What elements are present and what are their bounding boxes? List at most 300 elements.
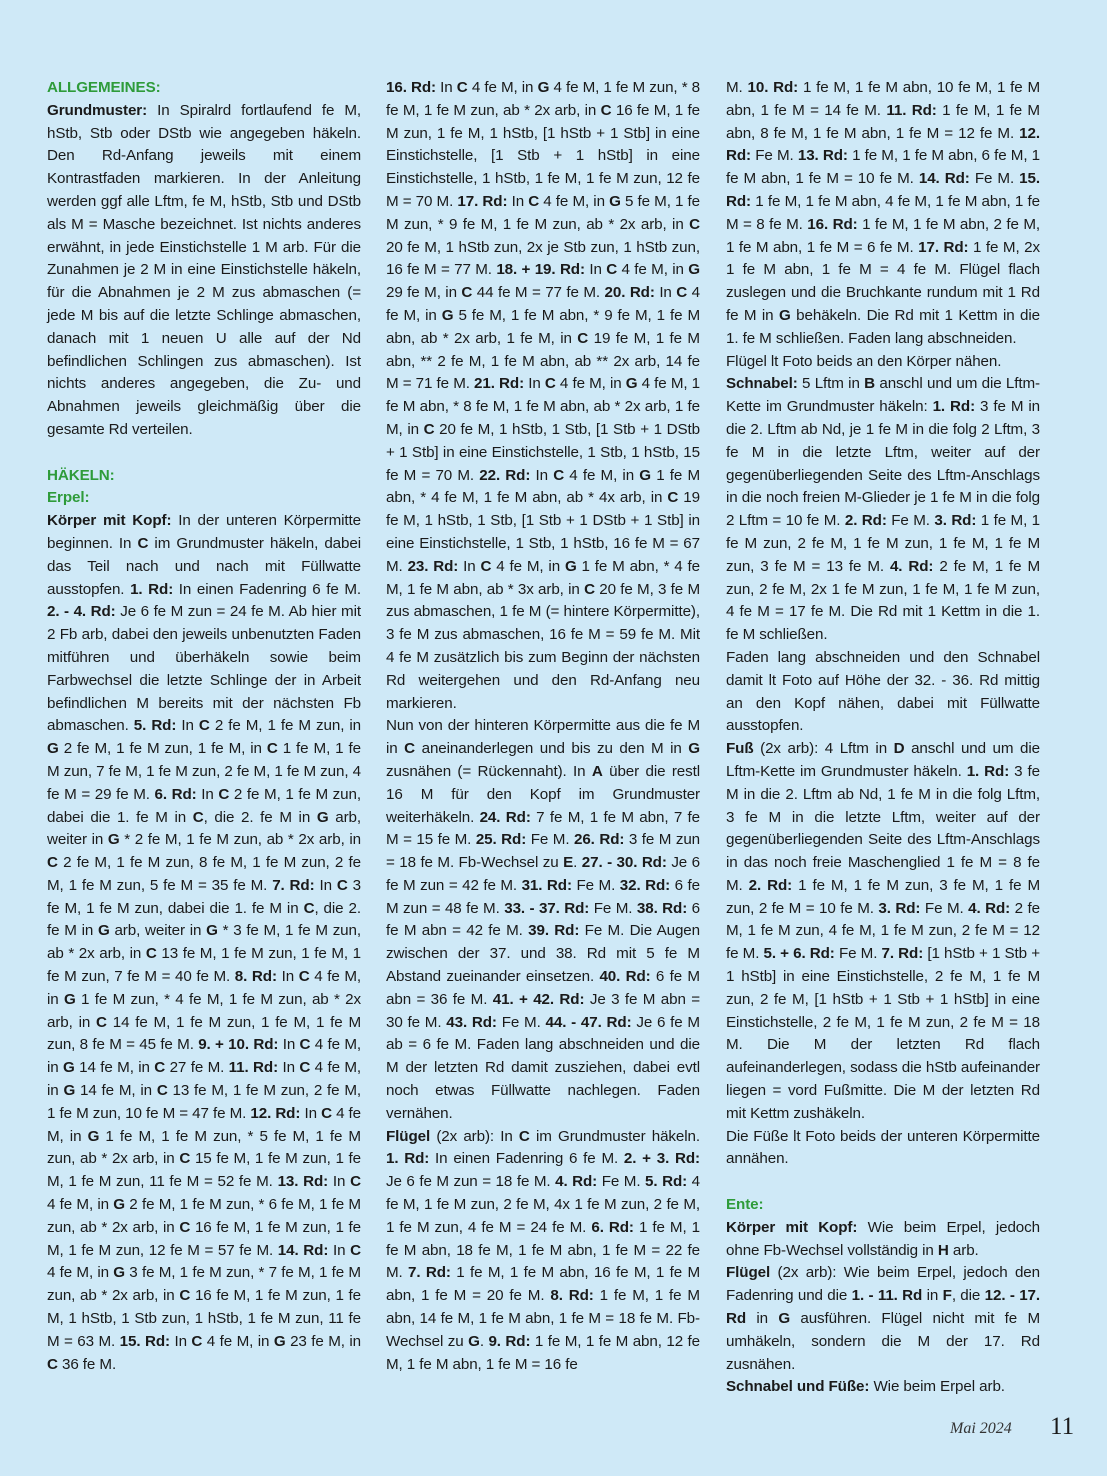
text-run: Die Füße lt Foto beids der unteren Körpermitte annähen.	[726, 1127, 1040, 1168]
bold-run: 2. - 4. Rd:	[47, 603, 116, 621]
page-number: 11	[1050, 1413, 1075, 1440]
text-run: 6 fe M zun = 48 fe M.	[386, 876, 700, 917]
bold-run: C	[518, 1127, 530, 1145]
bold-run: C	[528, 192, 540, 210]
bold-run: 1. Rd:	[130, 580, 174, 598]
text-run: In	[507, 192, 529, 210]
text-run: anschl und um die Lftm-Kette im Grundmuster häkeln.	[726, 740, 1040, 780]
bold-run: 23. Rd:	[407, 557, 459, 575]
bold-run: 4. Rd:	[555, 1173, 598, 1191]
text-run: Je 6 fe M zun = 42 fe M.	[386, 854, 700, 894]
bold-run: Flügel	[386, 1127, 431, 1145]
bold-run: 7. Rd:	[408, 1264, 451, 1282]
bold-run: 1. Rd:	[966, 762, 1010, 780]
text-run: (2x arb): 4 Lftm in	[753, 740, 894, 758]
bold-run: 10. Rd:	[747, 79, 799, 96]
bold-run: 17. Rd:	[457, 192, 508, 210]
bold-run: C	[198, 717, 210, 735]
bold-run: C	[154, 1059, 166, 1077]
bold-run: 22. Rd:	[479, 466, 531, 484]
bold-run: G	[625, 375, 638, 393]
bold-run: H	[937, 1241, 949, 1259]
paragraph	[726, 373, 1040, 647]
text-run: 1 fe M, 1 fe M abn, 10 fe M, 1 fe M abn, 1 fe M = 14 fe M.	[726, 79, 1040, 119]
bold-run: G	[639, 466, 651, 484]
text-run: 19 fe M, 1 fe M abn, ** 2 fe M, 1 fe M abn, ab ** 2x arb, 14 fe M = 71 fe M.	[386, 329, 700, 393]
text-run: 23 fe M, in	[285, 1332, 361, 1350]
text-run: 19 fe M, 1 hStb, 1 Stb, [1 Stb + 1 DStb + 1 Stb] in eine Einstichstelle, 1 Stb, 1 hStb, 16 fe M = 67 M.	[386, 489, 700, 575]
bold-run: C	[192, 808, 204, 826]
bold-run: 13. Rd:	[277, 1173, 329, 1191]
bold-run: 5. Rd:	[645, 1173, 688, 1191]
text-run: In Spiralrd fortlaufend fe M, hStb, Stb oder DStb wie angegeben häkeln. Den Rd-Anfang jeweils mit einem Kontrastfaden markieren. In der Anleitung werden ggf alle Lftm, fe M, hStb, Stb und DStb als M = Masche bezeichnet. Ist nichts anderes erwähnt, in jede Einstichstelle 1 M arb. Für die Zunahmen je 2 M in eine Einstichstelle häkeln, für die Abnahmen je 2 M zus abmaschen (= jede M bis auf die letzte Schlinge abmaschen, danach mit 1 neuen U alle auf der Nd befindlichen Schlingen zus abmaschen). Ist nichts anderes angegeben, die Zu- und Abnahmen jeweils gleichmäßig über die gesamte Rd verteilen.	[47, 101, 361, 438]
bold-run: 38. Rd:	[636, 899, 688, 917]
bold-run: C	[404, 740, 416, 758]
text-run: 20 fe M, 1 hStb, 1 Stb, [1 Stb + 1 DStb + 1 Stb] in eine Einstichstelle, 1 Stb, 1 hStb, 15 fe M = 70 M.	[386, 420, 701, 484]
text-run: M.	[726, 79, 748, 96]
bold-run: G	[537, 79, 550, 96]
bold-run: C	[456, 79, 468, 96]
text-run: 6 fe M abn = 36 fe M.	[386, 968, 700, 1008]
bold-run: 7. Rd:	[272, 876, 315, 894]
text-run: [1 hStb + 1 Stb + 1 hStb] in eine Einstichstelle, 2 fe M, 1 fe M zun, 2 fe M, [1 hStb + 1 Stb + 1 hStb] in eine Einstichstelle, 2 fe M, 1 fe M zun, 2 fe M = 18 M. Die M der letzten Rd flach aufeinanderlegen, sodass die hStb aufeinander liegen = vord Fußmitte. Die M der letzten Rd mit Kettm zushäkeln.	[726, 945, 1040, 1122]
bold-run: C	[145, 945, 157, 963]
text-run: 4 fe M, in	[539, 192, 610, 210]
text-run: ausführen. Flügel nicht mit fe M umhäkeln, sondern die M der 17. Rd zusnähen.	[726, 1310, 1040, 1373]
bold-run: 12. Rd:	[726, 124, 1040, 165]
bold-run: C	[461, 284, 473, 302]
text-run: Je 6 fe M zun = 24 fe M. Ab hier mit 2 Fb arb, dabei den jeweils unbenutzten Faden mitführen und überhäkeln sowie beim Farbwechsel die letzte Schlinge der in Arbeit befindlichen M bereits mit der nächsten Fb abmaschen.	[47, 603, 361, 735]
paragraph	[726, 351, 1040, 374]
bold-run: 1. Rd:	[932, 398, 976, 416]
text-run: 4 fe M, in	[555, 375, 626, 393]
text-run: Je 6 fe M zun = 18 fe M.	[386, 1173, 556, 1191]
text-run: 1 fe M, 1 fe M abn, 6 fe M, 1 fe M abn, 1 fe M = 10 fe M.	[726, 147, 1041, 188]
text-run: 3 fe M in die 2. Lftm ab Nd, je 1 fe M in die folg 2 Lftm, 3 fe M in die letzte Lftm, weiter auf der gegenüberliegenden Seite des Lftm-Anschlags in die noch freien M-Glieder je 1 fe M in die folg 2 Lftm = 10 fe M.	[726, 398, 1040, 530]
bold-run: F	[942, 1287, 952, 1305]
bold-run: 27. - 30. Rd:	[581, 854, 667, 872]
bold-run: Schnabel und Füße:	[726, 1378, 870, 1396]
text-run: 2 fe M, 1 fe M zun, * 6 fe M, 1 fe M zun, ab * 2x arb, in	[47, 1196, 361, 1236]
text-run: 16 fe M, 1 fe M zun, 1 fe M, 1 hStb, 1 Stb zun, 1 hStb, 1 fe M zun, 11 fe M = 63 M.	[47, 1287, 362, 1350]
text-run: In	[654, 284, 677, 302]
bold-run: G	[63, 1059, 75, 1077]
text-run: 16 fe M, 1 fe M zun, 1 fe M, 1 fe M zun, 12 fe M = 57 fe M.	[47, 1218, 362, 1259]
bold-run: 5. Rd:	[133, 717, 177, 735]
text-run: 1 fe M, 1 fe M zun, * 5 fe M, 1 fe M zun, ab * 2x arb, in	[47, 1127, 361, 1168]
text-run: 4 fe M, in	[564, 466, 640, 484]
text-run: 13 fe M, 1 fe M zun, 2 fe M, 1 fe M zun, 10 fe M = 47 fe M.	[47, 1082, 361, 1122]
bold-run: C	[321, 1104, 332, 1122]
bold-run: 11. Rd:	[228, 1059, 279, 1077]
bold-run: 3. Rd:	[934, 512, 977, 530]
bold-run: 13. Rd:	[797, 147, 848, 165]
bold-run: 32. Rd:	[619, 876, 671, 894]
text-run: * 3 fe M, 1 fe M zun, ab * 2x arb, in	[47, 922, 361, 963]
text-run: 2 fe M, 1 fe M zun, dabei die 1. fe M in	[47, 785, 361, 826]
text-run: 2 fe M, 1 fe M zun, 8 fe M, 1 fe M zun, 2 fe M, 1 fe M zun, 5 fe M = 35 fe M.	[47, 854, 361, 894]
bold-run: G	[273, 1332, 286, 1350]
paragraph	[726, 1126, 1040, 1172]
bold-run: 6. Rd:	[591, 1218, 634, 1236]
text-run: 29 fe M, in	[386, 284, 462, 302]
bold-run: 17. Rd:	[918, 238, 969, 256]
paragraph	[726, 738, 1040, 1126]
bold-run: C	[600, 101, 612, 119]
text-run: In	[314, 876, 337, 894]
text-run: In einen Fadenring 6 fe M.	[173, 580, 361, 598]
bold-run: 8. Rd:	[234, 968, 277, 986]
text-run: Nun von der hinteren Körpermitte aus die fe M in	[386, 717, 700, 758]
bold-run: C	[350, 1173, 361, 1191]
text-run: 5 fe M, 1 fe M abn, * 9 fe M, 1 fe M abn, ab * 2x arb, 1 fe M, in	[386, 306, 700, 347]
bold-run: G	[316, 808, 329, 826]
text-run: 1 fe M, 1 fe M abn, 12 fe M, 1 fe M abn, 1 fe M = 16 fe	[386, 1332, 701, 1373]
bold-run: 8. Rd:	[550, 1287, 594, 1305]
text-run: In	[278, 1059, 300, 1077]
text-run: behäkeln. Die Rd mit 1 Kettm in die 1. fe M schließen. Faden lang abschneiden.	[726, 306, 1040, 347]
text-run: , die 2. fe M in	[203, 808, 317, 826]
text-run: 2 fe M, 1 fe M zun, in	[209, 717, 361, 735]
text-run: arb, weiter in	[109, 922, 207, 940]
bold-run: C	[179, 1150, 191, 1168]
text-run: 1 fe M, 1 fe M abn, 18 fe M, 1 fe M abn, 1 fe M = 22 fe M.	[386, 1218, 700, 1282]
bold-run: 6. Rd:	[154, 785, 197, 803]
text-run: Fe M.	[526, 831, 574, 849]
text-run: 2 fe M, 1 fe M zun, 1 fe M, in	[58, 740, 267, 758]
text-run: .	[479, 1332, 489, 1350]
bold-run: B	[864, 375, 876, 393]
bold-run: 1. - 11. Rd	[851, 1287, 923, 1305]
text-run: arb, weiter in	[47, 808, 362, 849]
column-2	[386, 77, 700, 1376]
bold-run: D	[893, 740, 905, 758]
section-heading: Ente:	[726, 1196, 764, 1214]
bold-run: G	[63, 1082, 76, 1100]
bold-run: G	[87, 1127, 100, 1145]
bold-run: 33. - 37. Rd:	[504, 899, 590, 917]
text-run: 4 fe M, in	[47, 1104, 362, 1145]
bold-run: 44. - 47. Rd:	[545, 1013, 632, 1031]
bold-run: C	[47, 854, 58, 872]
text-run: In	[278, 1036, 300, 1054]
bold-run: 41. + 42. Rd:	[492, 990, 585, 1008]
text-run: * 2 fe M, 1 fe M zun, ab * 2x arb, in	[119, 831, 361, 849]
text-run: 20 fe M, 1 hStb zun, 2x je Stb zun, 1 hStb zun, 16 fe M = 77 M.	[386, 238, 700, 279]
bold-run: G	[564, 557, 577, 575]
bold-run: 16. Rd:	[807, 215, 858, 233]
bold-run: Körper mit Kopf:	[47, 512, 172, 530]
text-run: 4 fe M, in	[47, 1059, 361, 1100]
text-run: Fe M.	[571, 876, 620, 894]
bold-run: C	[606, 261, 618, 279]
bold-run: C	[544, 375, 556, 393]
text-run: In der unteren Körpermitte beginnen. In	[47, 512, 361, 552]
text-run: aneinanderlegen und bis zu den M in	[415, 740, 689, 758]
text-run: 14 fe M, 1 fe M zun, 1 fe M, 1 fe M zun, 8 fe M = 45 fe M.	[47, 1013, 361, 1054]
text-run: 7 fe M, 1 fe M abn, 7 fe M = 15 fe M.	[386, 808, 701, 849]
bold-run: 14. Rd:	[277, 1241, 329, 1259]
bold-run: 40. Rd:	[599, 968, 651, 986]
bold-run: G	[206, 922, 218, 940]
bold-run: C	[218, 785, 230, 803]
text-run: Je 6 fe M ab = 6 fe M. Faden lang abschneiden und die M der letzten Rd damit zusziehen, dabei evtl noch etwas Füllwatte nachlegen. Faden vernähen.	[386, 1013, 700, 1122]
paragraph	[386, 77, 700, 715]
bold-run: 15. Rd:	[726, 170, 1040, 210]
bold-run: 12. Rd:	[250, 1104, 301, 1122]
text-run: In	[458, 557, 481, 575]
text-run: 4 fe M, in	[47, 1264, 114, 1282]
text-run: In	[196, 785, 219, 803]
section-heading: ALLGEMEINES:	[47, 79, 161, 96]
text-run: Fe M.	[834, 945, 882, 963]
text-run: 4 fe M, 1 fe M zun, 2 fe M, 4x 1 fe M zun, 2 fe M, 1 fe M zun, 4 fe M = 24 fe M.	[386, 1173, 701, 1236]
bold-run: C	[667, 489, 679, 507]
text-run: Fe M. Die Augen zwischen der 37. und 38. Rd mit 5 fe M Abstand zueinander einsetzen.	[386, 922, 700, 986]
text-run: 1 fe M, 1 fe M zun, 7 fe M, 1 fe M zun, 2 fe M, 1 fe M zun, 4 fe M = 29 fe M.	[47, 740, 361, 803]
bold-run: C	[303, 899, 315, 917]
bold-run: E	[563, 854, 574, 872]
bold-run: 5. + 6. Rd:	[763, 945, 835, 963]
text-run: 3 fe M, 1 fe M zun, * 7 fe M, 1 fe M zun, ab * 2x arb, in	[47, 1264, 361, 1305]
text-run: 3 fe M zun = 18 fe M. Fb-Wechsel zu	[386, 831, 701, 872]
text-run: 3 fe M, 1 fe M zun, dabei die 1. fe M in	[47, 876, 361, 917]
spacer	[47, 442, 361, 465]
bold-run: 26. Rd:	[573, 831, 625, 849]
text-run: 6 fe M abn = 42 fe M.	[386, 899, 701, 940]
text-run: 1 fe M, 1 fe M zun, 2 fe M, 1 fe M zun, 1 fe M, 1 fe M zun, 3 fe M = 13 fe M.	[726, 512, 1041, 575]
bold-run: G	[441, 306, 454, 324]
bold-run: C	[179, 1218, 191, 1236]
bold-run: C	[689, 215, 700, 233]
bold-run: C	[298, 968, 310, 986]
text-run: Fe M.	[751, 147, 798, 165]
spacer	[726, 1171, 1040, 1194]
text-run: 16 fe M, 1 fe M zun, 1 fe M, 1 hStb, [1 hStb + 1 Stb] in eine Einstichstelle, [1 Stb + 1 hStb] in eine Einstichstelle, 1 hStb, 1 fe M, 1 fe M zun, 12 fe M = 70 M.	[386, 101, 700, 210]
text-run: Fe M.	[920, 899, 969, 917]
text-run: Wie beim Erpel arb.	[869, 1378, 1005, 1396]
text-run: In	[328, 1241, 351, 1259]
text-run: 1 fe M, 1 fe M abn, 4 fe M, 1 fe M abn, 1 fe M = 8 fe M.	[726, 192, 1040, 233]
bold-run: G	[609, 192, 621, 210]
bold-run: C	[423, 420, 435, 438]
text-run: Wie beim Erpel, jedoch ohne Fb-Wechsel vollständig in	[726, 1218, 1040, 1259]
bold-run: C	[577, 329, 589, 347]
bold-run: Schnabel:	[726, 375, 798, 393]
text-run: 14 fe M, in	[74, 1059, 155, 1077]
bold-run: 43. Rd:	[446, 1013, 497, 1031]
text-run: 15 fe M, 1 fe M zun, 1 fe M, 1 fe M zun, 11 fe M = 52 fe M.	[47, 1150, 362, 1191]
text-run: 4 fe M, in	[47, 968, 362, 1008]
text-run: anschl und um die Lftm-Kette im Grundmuster häkeln:	[726, 375, 1040, 416]
bold-run: 4. Rd:	[968, 899, 1011, 917]
text-run: 1 fe M, 1 fe M abn, 14 fe M, 1 fe M abn, 1 fe M = 18 fe M. Fb-Wechsel zu	[386, 1287, 700, 1350]
text-run: 1 fe M, 1 fe M abn, 2 fe M, 1 fe M abn, 1 fe M = 6 fe M.	[726, 215, 1041, 256]
paragraph	[726, 1262, 1040, 1376]
bold-run: G	[113, 1196, 126, 1214]
text-run: Flügel lt Foto beids an den Körper nähen.	[726, 352, 1002, 370]
text-run: 1 fe M, 1 fe M zun, 3 fe M, 1 fe M zun, 2 fe M = 10 fe M.	[726, 876, 1041, 917]
bold-run: 2. Rd:	[748, 876, 793, 894]
bold-run: G	[113, 1264, 126, 1282]
text-run: 1 fe M abn, * 4 fe M, 1 fe M abn, ab * 4x arb, in	[386, 466, 701, 507]
text-run: 2 fe M, 1 fe M zun, 2 fe M, 2x 1 fe M zun, 1 fe M, 1 fe M zun, 4 fe M = 17 fe M. Die Rd mit 1 Kettm in die 1. fe M schließen.	[726, 557, 1040, 644]
text-run: 27 fe M.	[165, 1059, 229, 1077]
text-run: In	[300, 1104, 322, 1122]
text-run: 5 Lftm in	[797, 375, 865, 393]
bold-run: Fuß	[726, 740, 754, 758]
bold-run: G	[63, 990, 76, 1008]
text-run: In	[169, 1332, 192, 1350]
text-run: 20 fe M, 3 fe M zus abmaschen, 1 fe M (= hintere Körpermitte), 3 fe M zus abmaschen, 16 fe M = 59 fe M. Mit 4 fe M zusätzlich bis zum Beginn der nächsten Rd weitergehen und den Rd-Anfang neu markieren.	[386, 580, 701, 712]
text-run: 4 fe M, in	[202, 1332, 274, 1350]
bold-run: 4. Rd:	[889, 557, 934, 575]
text-run: 13 fe M, 1 fe M zun, 1 fe M, 1 fe M zun, 7 fe M = 40 fe M.	[47, 945, 361, 986]
paragraph	[726, 647, 1040, 738]
bold-run: G	[778, 1310, 791, 1328]
bold-run: 31. Rd:	[521, 876, 572, 894]
text-run: 4 fe M, in	[491, 557, 565, 575]
text-run: Fe M.	[969, 170, 1020, 188]
text-run: im Grundmuster häkeln, dabei das Teil nach und nach mit Füllwatte ausstopfen.	[47, 534, 361, 598]
bold-run: C	[299, 1059, 311, 1077]
column-3	[726, 77, 1040, 1399]
text-run: In	[276, 968, 299, 986]
text-run: 5 fe M, 1 fe M zun, * 9 fe M, 1 fe M zun, ab * 2x arb, in	[386, 192, 701, 233]
bold-run: Flügel	[726, 1264, 771, 1282]
text-run: Je 3 fe M abn = 30 fe M.	[386, 990, 700, 1031]
bold-run: 18. + 19. Rd:	[496, 261, 585, 279]
text-run: 36 fe M.	[57, 1355, 117, 1373]
text-run: , die 2. fe M in	[47, 899, 361, 940]
text-run: 4 fe M, in	[47, 1036, 361, 1077]
bold-run: 16. Rd:	[386, 79, 436, 96]
bold-run: C	[350, 1241, 361, 1259]
paragraph	[726, 1217, 1040, 1263]
text-run: (2x arb): Wie beim Erpel, jedoch den Fadenring und die	[726, 1264, 1040, 1305]
bold-run: 21. Rd:	[474, 375, 525, 393]
bold-run: 12. - 17. Rd	[726, 1287, 1041, 1328]
bold-run: Körper mit Kopf:	[726, 1218, 858, 1236]
text-run: 2 fe M, 1 fe M zun, 4 fe M, 1 fe M zun, 2 fe M = 12 fe M.	[726, 899, 1041, 963]
text-run: 4 fe M, in	[617, 261, 689, 279]
text-run: Fe M.	[886, 512, 935, 530]
bold-run: C	[47, 1355, 58, 1373]
bold-run: 7. Rd:	[881, 945, 924, 963]
text-run: Fe M.	[597, 1173, 646, 1191]
bold-run: C	[179, 1287, 191, 1305]
section-heading: HÄKELN:	[47, 466, 115, 484]
text-run: In	[435, 79, 457, 96]
column-1	[47, 77, 361, 1376]
text-run: über die restl 16 M für den Kopf im Grundmuster weiterhäkeln.	[386, 762, 701, 826]
bold-run: C	[299, 1036, 311, 1054]
text-run: Fe M.	[496, 1013, 546, 1031]
bold-run: C	[191, 1332, 203, 1350]
text-run: 1 fe M, 1 fe M abn, 8 fe M, 1 fe M abn, 1 fe M = 12 fe M.	[726, 101, 1040, 142]
bold-run: 11. Rd:	[886, 101, 937, 119]
text-run: 4 fe M, in	[467, 79, 538, 96]
bold-run: G	[778, 306, 791, 324]
bold-run: C	[676, 284, 688, 302]
bold-run: A	[591, 762, 603, 780]
bold-run: C	[553, 466, 565, 484]
bold-run: 15. Rd:	[119, 1332, 170, 1350]
text-run: in	[746, 1310, 779, 1328]
text-run: In	[328, 1173, 351, 1191]
bold-run: 3. Rd:	[878, 899, 921, 917]
text-run: 3 fe M in die 2. Lftm ab Nd, 1 fe M in die folg Lftm, 3 fe M in die letzte Lftm, weiter auf der gegenüberliegenden Seite des Lftm-Anschlags in das noch freie Maschenglied 1 fe M = 8 fe M.	[726, 762, 1040, 894]
paragraph	[726, 77, 1040, 351]
text-run: in	[922, 1287, 943, 1305]
paragraph	[47, 100, 361, 442]
text-run: In	[584, 261, 607, 279]
paragraph	[386, 1126, 700, 1377]
text-run: 4 fe M, 1 fe M zun, * 8 fe M, 1 fe M zun, ab * 2x arb, in	[386, 79, 701, 119]
bold-run: C	[266, 740, 278, 758]
bold-run: G	[688, 261, 701, 279]
text-run: , die	[951, 1287, 985, 1305]
bold-run: C	[336, 876, 348, 894]
text-run: In einen Fadenring 6 fe M.	[429, 1150, 624, 1168]
paragraph	[726, 1376, 1040, 1399]
text-run: im Grundmuster häkeln.	[529, 1127, 700, 1145]
bold-run: C	[480, 557, 492, 575]
text-run: 1 fe M, 1 fe M abn, 16 fe M, 1 fe M abn, 1 fe M = 20 fe M.	[386, 1264, 700, 1305]
bold-run: C	[96, 1013, 107, 1031]
bold-run: G	[107, 831, 120, 849]
bold-run: G	[47, 740, 59, 758]
bold-run: 25. Rd:	[475, 831, 527, 849]
text-run: .	[573, 854, 582, 872]
bold-run: G	[97, 922, 110, 940]
text-run: In	[524, 375, 545, 393]
bold-run: G	[468, 1332, 480, 1350]
text-run: 44 fe M = 77 fe M.	[472, 284, 605, 302]
bold-run: 1. Rd:	[386, 1150, 430, 1168]
bold-run: 24. Rd:	[479, 808, 531, 826]
bold-run: 2. + 3. Rd:	[623, 1150, 700, 1168]
bold-run: C	[156, 1082, 168, 1100]
text-run: 14 fe M, in	[75, 1082, 157, 1100]
text-run: (2x arb): In	[430, 1127, 519, 1145]
paragraph	[386, 715, 700, 1125]
bold-run: 2. Rd:	[844, 512, 887, 530]
bold-run: G	[688, 740, 700, 758]
text-run: Faden lang abschneiden und den Schnabel damit lt Foto auf Höhe der 32. - 36. Rd mittig an den Kopf nähen, dabei mit Füllwatte ausstopfen.	[726, 648, 1040, 735]
section-heading: Erpel:	[47, 489, 90, 507]
text-run: 1 fe M zun, * 4 fe M, 1 fe M zun, ab * 2x arb, in	[47, 990, 361, 1031]
text-run: 1 fe M, 2x 1 fe M abn, 1 fe M = 4 fe M. Flügel flach zuslegen und die Bruchkante rundum mit 1 Rd fe M in	[726, 238, 1040, 324]
bold-run: C	[584, 580, 595, 598]
bold-run: 14. Rd:	[918, 170, 970, 188]
text-run: arb.	[948, 1241, 979, 1259]
bold-run: C	[137, 534, 149, 552]
text-run: Fe M.	[589, 899, 637, 917]
text-run: In	[176, 717, 199, 735]
bold-run: Grundmuster:	[47, 101, 148, 119]
bold-run: 39. Rd:	[528, 922, 580, 940]
text-run: zusnähen (= Rückennaht). In	[386, 762, 592, 780]
text-run: 4 fe M, in	[47, 1196, 114, 1214]
text-run: 1 fe M abn, * 4 fe M, 1 fe M abn, ab * 3x arb, in	[386, 557, 701, 598]
bold-run: 20. Rd:	[604, 284, 655, 302]
bold-run: 9. + 10. Rd:	[198, 1036, 279, 1054]
paragraph	[47, 510, 361, 1376]
text-run: 4 fe M, 1 fe M abn, * 8 fe M, 1 fe M abn, ab * 2x arb, 1 fe M, in	[386, 375, 701, 438]
text-run: In	[530, 466, 554, 484]
bold-run: 9. Rd:	[488, 1332, 531, 1350]
